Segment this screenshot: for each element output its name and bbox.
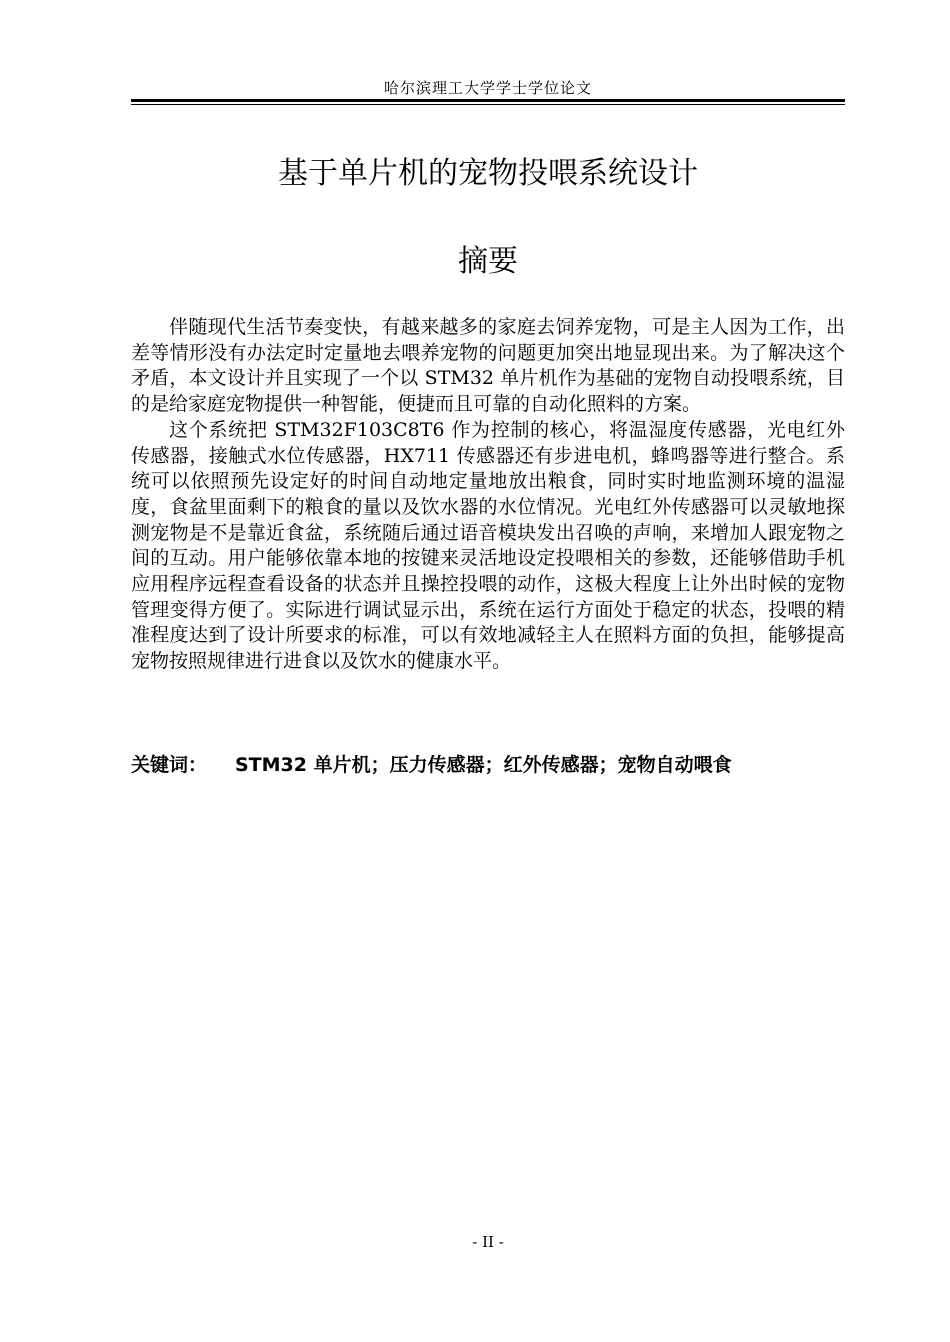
running-header: 哈尔滨理工大学学士学位论文	[383, 79, 592, 97]
abstract-body	[131, 315, 845, 675]
abstract-heading: 摘要	[458, 244, 518, 279]
keywords-label: 关键词：	[131, 754, 208, 776]
abstract-paragraph-1: 伴随现代生活节奏变快，有越来越多的家庭去饲养宠物，可是主人因为工作，出差等情形没有办法定时定量地去喂养宠物的问题更加突出地显现出来。为了解决这个矛盾，本文设计并且实现了一个以 STM32 单片机作为基础的宠物自动投喂系统，目的是给家庭宠物提供一种智能，便捷而且可靠的自动化照料的方案。	[131, 316, 845, 416]
keywords-line	[131, 752, 845, 778]
header-rule-thin	[131, 104, 845, 105]
keywords-text: STM32 单片机；压力传感器；红外传感器；宠物自动喂食	[235, 754, 732, 776]
page-number: - II -	[472, 1233, 504, 1251]
thesis-title: 基于单片机的宠物投喂系统设计	[278, 156, 698, 191]
abstract-paragraph-2: 这个系统把 STM32F103C8T6 作为控制的核心，将温湿度传感器，光电红外传感器，接触式水位传感器，HX711 传感器还有步进电机，蜂鸣器等进行整合。系统可以依照预先设定好的时间自动地定量地放出粮食，同时实时地监测环境的温湿度，食盆里面剩下的粮食的量以及饮水器的水位情况。光电红外传感器可以灵敏地探测宠物是不是靠近食盆，系统随后通过语音模块发出召唤的声响，来增加人跟宠物之间的互动。用户能够依靠本地的按键来灵活地设定投喂相关的参数，还能够借助手机应用程序远程查看设备的状态并且操控投喂的动作，这极大程度上让外出时候的宠物管理变得方便了。实际进行调试显示出，系统在运行方面处于稳定的状态，投喂的精准程度达到了设计所要求的标准，可以有效地减轻主人在照料方面的负担，能够提高宠物按照规律进行进食以及饮水的健康水平。	[131, 418, 845, 673]
header-rule-thick	[131, 99, 845, 102]
